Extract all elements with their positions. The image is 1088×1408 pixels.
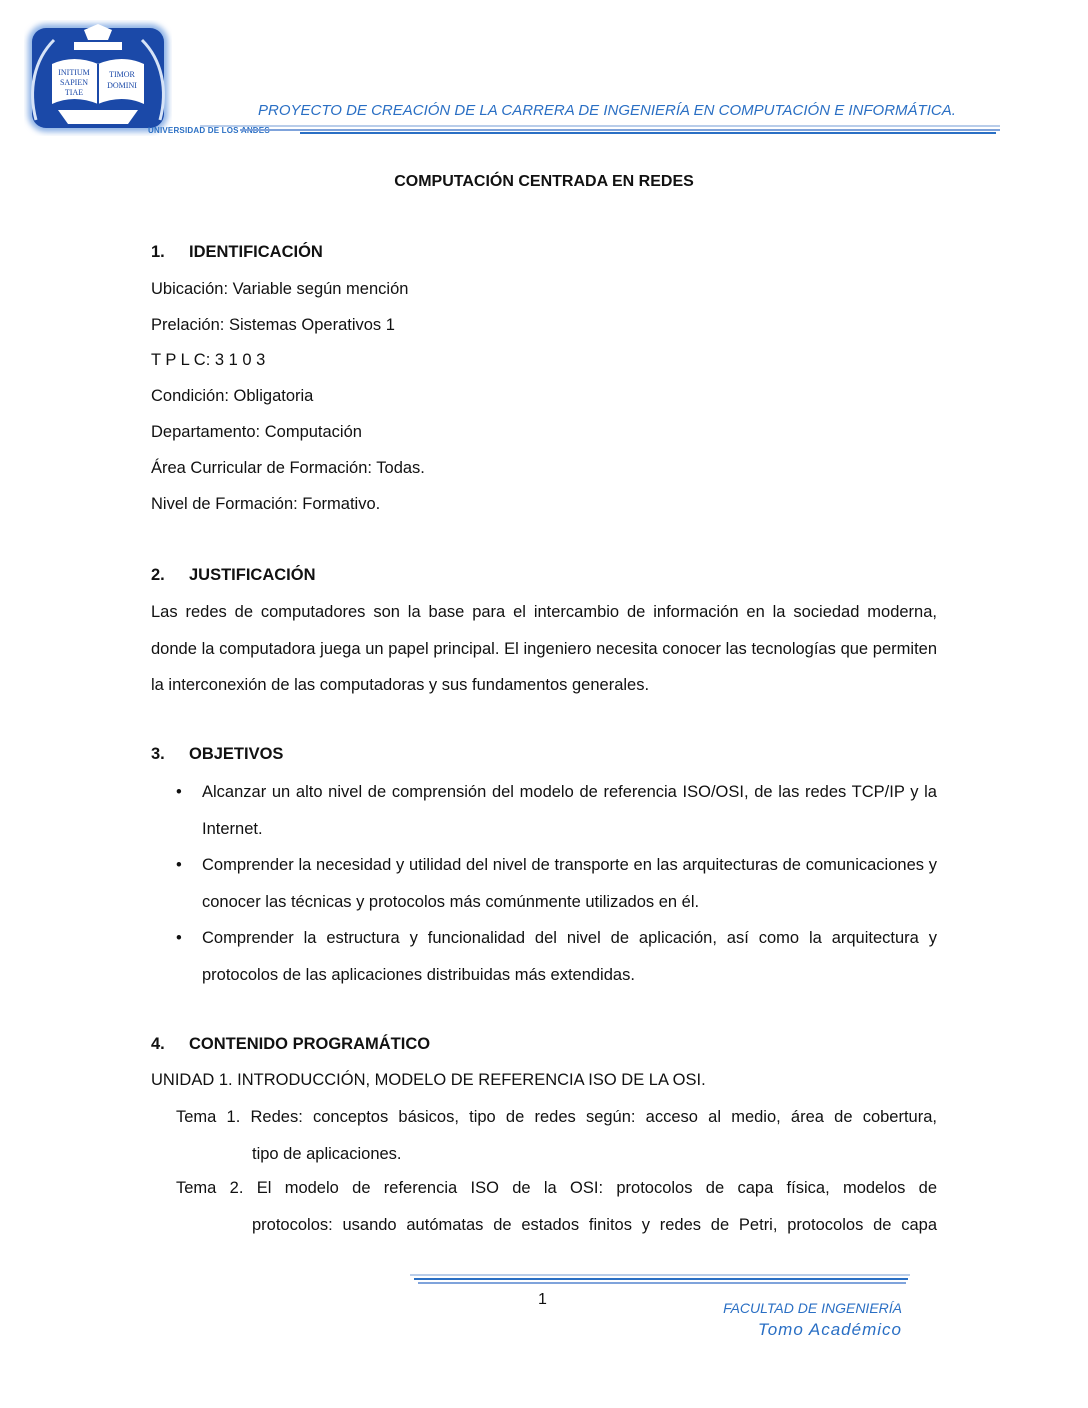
bullet-icon: • xyxy=(176,929,182,947)
section-number: 4. xyxy=(151,1035,165,1053)
info-line-prelacion: Prelación: Sistemas Operativos 1 xyxy=(151,316,395,334)
header-title: PROYECTO DE CREACIÓN DE LA CARRERA DE INGENIERÍA EN COMPUTACIÓN E INFORMÁTICA. xyxy=(258,102,956,119)
info-line-departamento: Departamento: Computación xyxy=(151,423,362,441)
tema-first-line: Tema 2. El modelo de referencia ISO de la OSI: protocolos de capa física, modelos de xyxy=(176,1179,937,1197)
objective-text: Alcanzar un alto nivel de comprensión del modelo de referencia ISO/OSI, de las redes TCP/IP y la Internet. xyxy=(202,783,937,838)
page-number: 1 xyxy=(538,1291,547,1308)
bullet-icon: • xyxy=(176,856,182,874)
objective-text: Comprender la estructura y funcionalidad del nivel de aplicación, así como la arquitectura y protocolos de las aplicaciones distribuidas más extendidas. xyxy=(202,929,937,984)
tema-item xyxy=(176,1170,937,1243)
justification-paragraph: Las redes de computadores son la base para el intercambio de información en la sociedad moderna, donde la computadora juega un papel principal. El ingeniero necesita conocer las tecnologías que permiten la interconexión de las computadoras y sus fundamentos generales. xyxy=(151,603,937,694)
section-title: OBJETIVOS xyxy=(189,745,284,763)
section-title: JUSTIFICACIÓN xyxy=(189,566,316,584)
info-line-tplc: T P L C: 3 1 0 3 xyxy=(151,351,266,369)
objective-text: Comprender la necesidad y utilidad del nivel de transporte en las arquitecturas de comunicaciones y conocer las técnicas y protocolos más comúnmente utilizados en él. xyxy=(202,856,937,911)
tema-first-line: Tema 1. Redes: conceptos básicos, tipo de redes según: acceso al medio, área de cobertura, xyxy=(176,1108,937,1126)
svg-text:DOMINI: DOMINI xyxy=(107,81,137,90)
tema-continuation: tipo de aplicaciones. xyxy=(252,1144,402,1163)
info-line-nivel: Nivel de Formación: Formativo. xyxy=(151,495,381,513)
info-line-condicion: Condición: Obligatoria xyxy=(151,387,314,405)
footer-rule xyxy=(410,1272,910,1286)
info-line-ubicacion: Ubicación: Variable según mención xyxy=(151,280,409,298)
bullet-icon: • xyxy=(176,783,182,801)
section-number: 2. xyxy=(151,566,165,584)
section-number: 3. xyxy=(151,745,165,763)
section-heading-justificacion xyxy=(151,566,316,585)
svg-text:SAPIEN: SAPIEN xyxy=(59,78,89,87)
section-heading-objetivos xyxy=(151,745,283,764)
info-line-area-curricular: Área Curricular de Formación: Todas. xyxy=(151,459,425,477)
objective-item xyxy=(176,774,937,847)
section-heading-identificacion xyxy=(151,243,323,262)
section-title: IDENTIFICACIÓN xyxy=(189,243,323,261)
university-name: UNIVERSIDAD DE LOS ANDES xyxy=(148,126,270,135)
objective-item xyxy=(176,920,937,993)
header-rule xyxy=(200,122,1000,136)
svg-text:TIAE: TIAE xyxy=(64,88,84,97)
unit-heading: UNIDAD 1. INTRODUCCIÓN, MODELO DE REFERENCIA ISO DE LA OSI. xyxy=(151,1071,706,1089)
document-title: COMPUTACIÓN CENTRADA EN REDES xyxy=(394,173,694,190)
footer-faculty: FACULTAD DE INGENIERÍA xyxy=(723,1300,902,1316)
university-seal-logo xyxy=(24,20,172,136)
tema-continuation: protocolos: usando autómatas de estados finitos y redes de Petri, protocolos de capa xyxy=(252,1215,937,1234)
svg-text:INITIUM: INITIUM xyxy=(58,68,90,77)
footer-tomo: Tomo Académico xyxy=(757,1320,902,1339)
section-heading-contenido xyxy=(151,1035,430,1054)
section-number: 1. xyxy=(151,243,165,261)
svg-text:TIMOR: TIMOR xyxy=(109,70,135,79)
section-title: CONTENIDO PROGRAMÁTICO xyxy=(189,1035,431,1053)
objective-item xyxy=(176,847,937,920)
tema-item xyxy=(176,1099,937,1172)
